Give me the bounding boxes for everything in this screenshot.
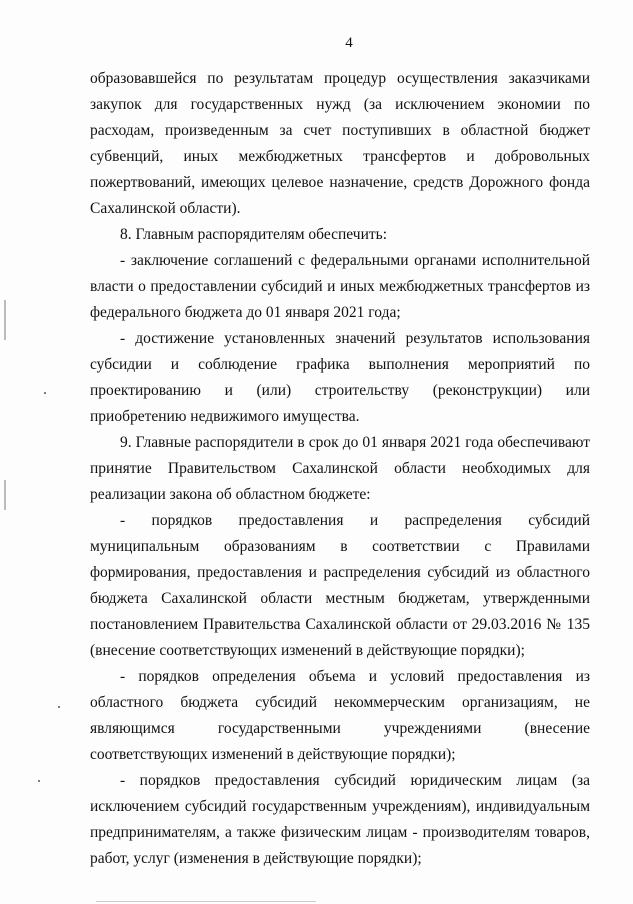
paragraph-item-9-nonprofit-subsidies: - порядков определения объема и условий предоставления из областного бюджета субсидий некоммерческим организациям, не являющимся государственными учреждениями (внесение соответствующих изменений в действующие порядки);	[90, 668, 590, 763]
scan-bottom-line	[96, 901, 316, 902]
paragraph-item-9-legal-entities-subsidies: - порядков предоставления субсидий юридическим лицам (за исключением субсидий государственным учреждениям), индивидуальным предпринимателям, а также физическим лицам - производителям товаров, работ, услуг (изменения в действующие порядки);	[90, 772, 590, 867]
paragraph-item-9-municipal-subsidies: - порядков предоставления и распределения субсидий муниципальным образованиям в соответствии с Правилами формирования, предоставления и распределения субсидий из областного бюджета Сахалинской области местным бюджетам, утвержденными постановлением Правительства Сахалинской области от 29.03.2016 № 135 (внесение соответствующих изменений в действующие порядки);	[90, 512, 590, 659]
scan-speck	[44, 392, 46, 394]
scan-speck	[38, 780, 40, 782]
page-number: 4	[345, 35, 353, 51]
paragraph-item-8-results: - достижение установленных значений результатов использования субсидии и соблюдение графика выполнения мероприятий по проектированию и (или) строительству (реконструкции) или приобретению недвижимого имущества.	[90, 330, 590, 425]
paragraph-continuation: образовавшейся по результатам процедур осуществления заказчиками закупок для государственных нужд (за исключением экономии по расходам, произведенным за счет поступивших в областной бюджет субвенций, иных межбюджетных трансфертов и добровольных пожертвований, имеющих целевое назначение, средств Дорожного фонда Сахалинской области).	[90, 70, 590, 217]
paragraph-item-9: 9. Главные распорядители в срок до 01 января 2021 года обеспечивают принятие Правительством Сахалинской области необходимых для реализации закона об областном бюджете:	[90, 434, 590, 503]
scan-speck	[58, 706, 60, 708]
paragraph-item-8-agreements: - заключение соглашений с федеральными органами исполнительной власти о предоставлении субсидий и иных межбюджетных трансфертов из федерального бюджета до 01 января 2021 года;	[90, 252, 590, 321]
paragraph-item-8: 8. Главным распорядителям обеспечить:	[120, 226, 388, 243]
scan-edge-mark	[4, 300, 6, 340]
scan-edge-mark	[4, 480, 6, 510]
